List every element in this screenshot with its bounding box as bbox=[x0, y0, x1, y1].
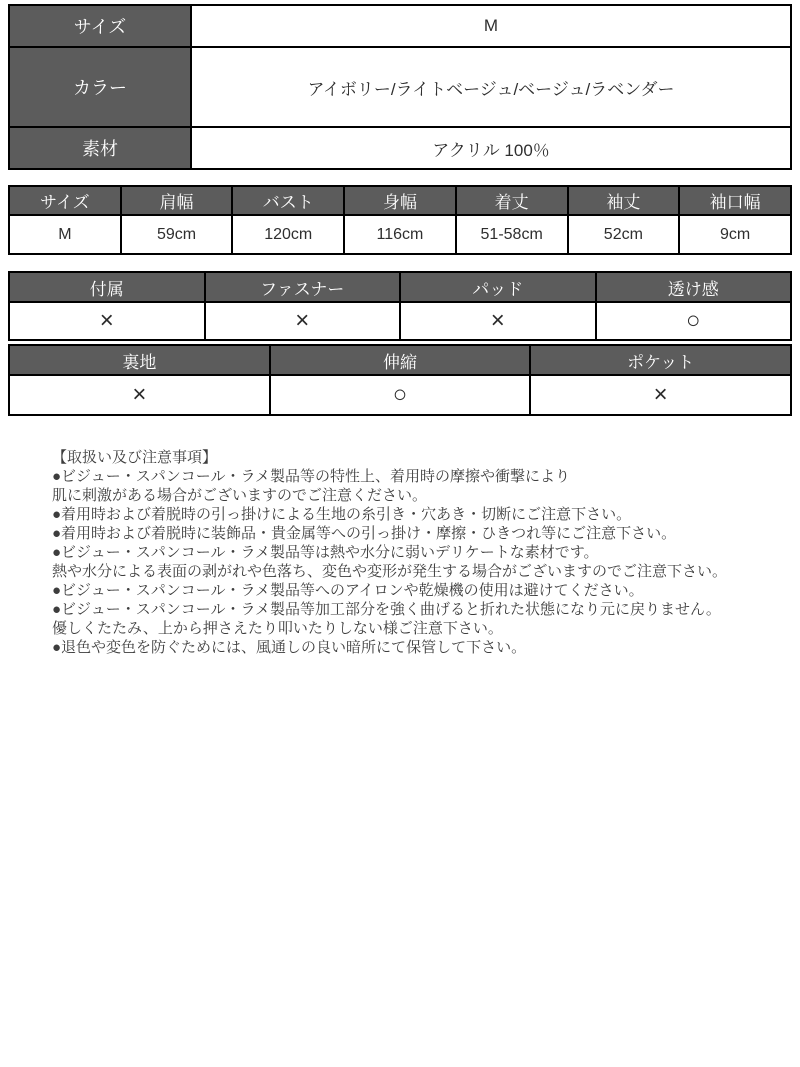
table-row bbox=[9, 47, 791, 127]
color-label: カラー bbox=[9, 47, 191, 127]
care-notes bbox=[8, 448, 792, 657]
material-label: 素材 bbox=[9, 127, 191, 169]
cell-value: 9cm bbox=[679, 215, 791, 254]
column-header: 肩幅 bbox=[121, 186, 233, 215]
care-notes-title: 【取扱い及び注意事項】 bbox=[52, 449, 218, 466]
cell-value: M bbox=[9, 215, 121, 254]
flag-value: ○ bbox=[270, 375, 531, 415]
column-header: 袖口幅 bbox=[679, 186, 791, 215]
cell-value: 116cm bbox=[344, 215, 456, 254]
care-note-line: ●着用時および着脱時の引っ掛けによる生地の糸引き・穴あき・切断にご注意下さい。 bbox=[52, 506, 632, 523]
features-table-2 bbox=[8, 344, 792, 416]
column-header: ファスナー bbox=[205, 272, 401, 302]
features-value-row bbox=[9, 375, 791, 415]
material-value: アクリル 100％ bbox=[191, 127, 791, 169]
column-header: 伸縮 bbox=[270, 345, 531, 375]
measurements-table bbox=[8, 185, 792, 255]
care-note-line: ●ビジュー・スパンコール・ラメ製品等の特性上、着用時の摩擦や衝撃により bbox=[52, 468, 571, 485]
flag-value: × bbox=[530, 375, 791, 415]
column-header: パッド bbox=[400, 272, 596, 302]
column-header: バスト bbox=[232, 186, 344, 215]
flag-value: × bbox=[400, 302, 596, 340]
column-header: 裏地 bbox=[9, 345, 270, 375]
flag-value: × bbox=[9, 302, 205, 340]
care-note-line: ●ビジュー・スパンコール・ラメ製品等は熱や水分に弱いデリケートな素材です。 bbox=[52, 544, 599, 561]
size-label: サイズ bbox=[9, 5, 191, 47]
flag-value: ○ bbox=[596, 302, 792, 340]
measurements-header-row bbox=[9, 186, 791, 215]
flag-value: × bbox=[9, 375, 270, 415]
cell-value: 120cm bbox=[232, 215, 344, 254]
features-header-row bbox=[9, 345, 791, 375]
table-row bbox=[9, 5, 791, 47]
care-note-line: 優しくたたみ、上から押さえたり叩いたりしない様ご注意下さい。 bbox=[52, 620, 503, 637]
care-note-line: ●ビジュー・スパンコール・ラメ製品等加工部分を強く曲げると折れた状態になり元に戻りません。 bbox=[52, 601, 721, 618]
column-header: 透け感 bbox=[596, 272, 792, 302]
column-header: 着丈 bbox=[456, 186, 568, 215]
care-note-line: ●退色や変色を防ぐためには、風通しの良い暗所にて保管して下さい。 bbox=[52, 639, 527, 656]
features-header-row bbox=[9, 272, 791, 302]
column-header: 身幅 bbox=[344, 186, 456, 215]
measurements-value-row bbox=[9, 215, 791, 254]
size-value: M bbox=[191, 5, 791, 47]
column-header: サイズ bbox=[9, 186, 121, 215]
column-header: 付属 bbox=[9, 272, 205, 302]
features-value-row bbox=[9, 302, 791, 340]
table-row bbox=[9, 127, 791, 169]
size-color-material-table bbox=[8, 4, 792, 170]
care-note-line: ●ビジュー・スパンコール・ラメ製品等へのアイロンや乾燥機の使用は避けてください。 bbox=[52, 582, 644, 599]
cell-value: 52cm bbox=[568, 215, 680, 254]
cell-value: 51-58cm bbox=[456, 215, 568, 254]
color-value: アイボリー/ライトベージュ/ベージュ/ラベンダー bbox=[191, 47, 791, 127]
care-note-line: 熱や水分による表面の剥がれや色落ち、変色や変形が発生する場合がございますのでご注意下さい。 bbox=[52, 563, 728, 580]
features-table-1 bbox=[8, 271, 792, 341]
column-header: 袖丈 bbox=[568, 186, 680, 215]
column-header: ポケット bbox=[530, 345, 791, 375]
flag-value: × bbox=[205, 302, 401, 340]
care-note-line: ●着用時および着脱時に装飾品・貴金属等への引っ掛け・摩擦・ひきつれ等にご注意下さい。 bbox=[52, 525, 677, 542]
cell-value: 59cm bbox=[121, 215, 233, 254]
care-note-line: 肌に刺激がある場合がございますのでご注意ください。 bbox=[52, 487, 428, 504]
